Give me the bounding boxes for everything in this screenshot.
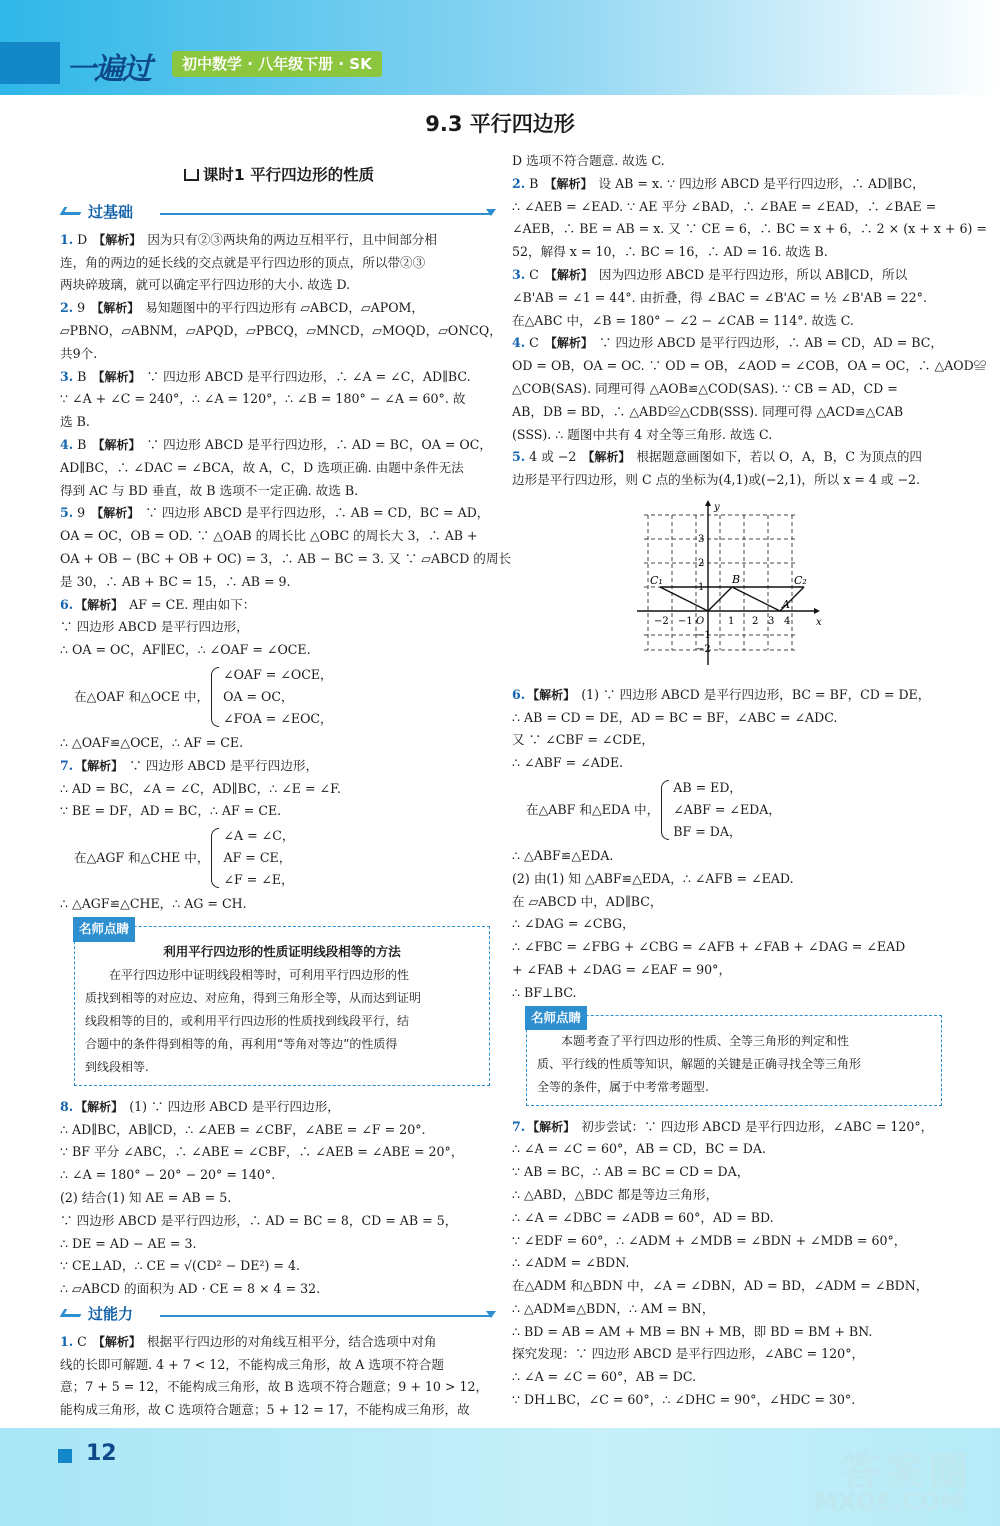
watermark-logo: 答案圈 — [840, 1449, 972, 1495]
check-icon — [60, 207, 85, 215]
left-column — [60, 158, 512, 1422]
ability-question-4: 4. C 【解析】 ∵ 四边形 ABCD 是平行四边形，∴ AB = CD，AD = BC， OD = OB，OA = OC. ∵ OD = OB，∠AOD = ∠COB，OA = OC，∴ △AOD≌ △COB(SAS). 同理可得 △AOB≌△COD(SAS). ∵ CB = AD，CD = AB，DB = BD，∴ △ABD≌△CDB(SSS). 同理可得 △ACD≌△CAB (SSS). ∴ 题图中共有 4 对全等三角形. 故选 C. — [512, 335, 987, 442]
svg-text:2: 2 — [698, 557, 705, 569]
section-basic-header: 过基础 — [60, 201, 498, 227]
brace-system: 在△AGF 和△CHE 中， ∠A = ∠C， AF = CE， ∠F = ∠E， — [74, 828, 295, 888]
brace-system: 在△ABF 和△EDA 中， AB = ED， ∠ABF = ∠EDA， BF = DA， — [526, 779, 781, 839]
question-7: 7. 【解析】 ∵ 四边形 ABCD 是平行四边形， ∴ AD = BC，∠A = ∠C，AD∥BC，∴ ∠E = ∠F. ∵ BE = DF，AD = BC，∴ AF = CE. 在△AGF 和△CHE 中， ∠A = ∠C， AF = CE， ∠F = ∠E， ∴ △AGF≌△CHE，∴ AG = CH. — [60, 755, 498, 916]
point-C1: C₁ — [650, 573, 663, 587]
check-icon — [60, 1309, 85, 1317]
question-5: 5. 9 【解析】 ∵ 四边形 ABCD 是平行四边形，∴ AB = CD，BC = AD， OA = OC，OB = OD. ∵ △OAB 的周长比 △OBC 的周长大 3，∴ AB + OA + OB − (BC + OB + OC) = 3，∴ AB − BC = 3. 又 ∵ ▱ABCD 的周长 是 30，∴ AB + BC = 15，∴ AB = 9. — [60, 505, 512, 589]
chevron-down-icon — [486, 1311, 496, 1318]
teacher-tip-box: 名师点睛 利用平行四边形的性质证明线段相等的方法 在平行四边形中证明线段相等时，可利用平行四边形的性 质找到相等的对应边、对应角，得到三角形全等，从而达到证明 线段相等的目的，或利用平行四边形的性质找到线段平行，结 合题中的条件得到相等的角，再利用“等角对等边”的性质得 到线段相等. — [74, 926, 490, 1086]
subject-badge: 初中数学 · 八年级下册 · SK — [172, 51, 382, 77]
section-title: 9.3 平行四边形 — [425, 112, 575, 136]
svg-text:3: 3 — [698, 533, 705, 545]
question-2: 2. 9 【解析】 易知题图中的平行四边形有 ▱ABCD，▱APOM， ▱PBNO，▱ABNM，▱APQD，▱PBCQ，▱MNCD，▱MOQD，▱ONCQ， 共9个. — [60, 300, 502, 361]
svg-text:−1: −1 — [678, 615, 693, 627]
question-8: 8. 【解析】 (1) ∵ 四边形 ABCD 是平行四边形， ∴ AD∥BC，AB∥CD，∴ ∠AEB = ∠CBF，∠ABE = ∠F = 20°. ∵ BF 平分 ∠ABC，∴ ∠ABE = ∠CBF，∴ ∠AEB = ∠ABE = 20°， ∴ ∠A = 180° − 20° − 20° = 140°. (2) 结合(1) 知 AE = AB = 5. ∵ 四边形 ABCD 是平行四边形，∴ AD = BC = 8，CD = AB = 5， ∴ DE = AD − AE = 3. ∵ CE⊥AD，∴ CE = √(CD² − DE²) = 4. ∴ ▱ABCD 的面积为 AD · CE = 8 × 4 = 32. — [60, 1098, 464, 1297]
svg-text:3: 3 — [768, 615, 775, 627]
svg-text:−2: −2 — [654, 615, 669, 627]
coordinate-graph — [632, 500, 822, 670]
svg-text:4: 4 — [784, 615, 791, 627]
ability-question-1: 1. C 【解析】 根据平行四边形的对角线互相平分，结合选项中对角 线的长即可解题. 4 + 7 < 12，不能构成三角形，故 A 选项不符合题 意；7 + 5 = 12，不能构成三角形，故 B 选项不符合题意；9 + 10 > 12， 能构成三角形，故 C 选项符合题意；5 + 12 = 17，不能构成三角形，故 — [60, 1333, 489, 1418]
book-icon — [184, 169, 199, 181]
svg-text:2: 2 — [752, 615, 759, 627]
ability-question-5: 5. 4 或 −2 【解析】 根据题意画图如下，若以 O，A，B，C 为顶点的四 边形是平行四边形，则 C 点的坐标为(4,1)或(−2,1)，所以 x = 4 或 −2. — [512, 449, 923, 488]
brace-system: 在△OAF 和△OCE 中， ∠OAF = ∠OCE， OA = OC， ∠FOA = ∠EOC， — [74, 666, 333, 726]
ability-question-7: 7. 【解析】 初步尝试：∵ 四边形 ABCD 是平行四边形，∠ABC = 120°， ∴ ∠A = ∠C = 60°，AB = CD，BC = DA. ∵ AB = BC，∴ AB = BC = CD = DA， ∴ △ABD，△BDC 都是等边三角形， ∴ ∠A = ∠DBC = ∠ADB = 60°，AD = BD. ∵ ∠EDF = 60°，∴ ∠ADM + ∠MDB = ∠BDN + ∠MDB = 60°， ∴ ∠ADM = ∠BDN. 在△ADM 和△BDN 中，∠A = ∠DBN，AD = BD，∠ADM = ∠BDN， ∴ △ADM≌△BDN，∴ AM = BN， ∴ BD = AB = AM + MB = BN + MB，即 BD = BM + BN. 探究发现：∵ 四边形 ABCD 是平行四边形，∠ABC = 120°， ∴ ∠A = ∠C = 60°，AB = DC. ∵ DH⊥BC，∠C = 60°，∴ ∠DHC = 90°，∠HDC = 30°. — [512, 1118, 934, 1408]
page-number: 12 — [86, 1441, 117, 1466]
brand-logo: 一遍过 — [66, 52, 150, 87]
point-C2: C₂ — [794, 573, 807, 587]
svg-text:1: 1 — [698, 581, 705, 593]
watermark-url: MXQE.COM — [813, 1488, 964, 1516]
x-axis-label: x — [816, 616, 822, 628]
svg-text:−2: −2 — [696, 643, 711, 655]
page-marker — [58, 1449, 72, 1463]
question-3: 3. B 【解析】 ∵ 四边形 ABCD 是平行四边形，∴ ∠A = ∠C，AD∥BC. ∵ ∠A + ∠C = 240°，∴ ∠A = 120°，∴ ∠B = 180° − ∠A = 60°. 故 选 B. — [60, 368, 471, 430]
question-1: 1. D 【解析】 因为只有②③两块角的两边互相平行，且中间部分相 连，角的两边的延长线的交点就是平行四边形的顶点，所以带②③ 两块碎玻璃，就可以确定平行四边形的大小. 故选 D. — [60, 231, 437, 293]
y-axis-label: y — [714, 501, 720, 513]
ability-question-2: 2. B 【解析】 设 AB = x. ∵ 四边形 ABCD 是平行四边形，∴ AD∥BC， ∴ ∠AEB = ∠EAD. ∵ AE 平分 ∠BAD，∴ ∠BAE = ∠EAD，∴ ∠BAE = ∠AEB，∴ BE = AB = x. 又 ∵ CE = 6，∴ BC = x + 6，∴ 2 × (x + x + 6) = 52，解得 x = 10，∴ BC = 16，∴ AD = 16. 故选 B. — [512, 175, 987, 260]
ability-question-6: 6. 【解析】 (1) ∵ 四边形 ABCD 是平行四边形，BC = BF，CD = DE， ∴ AB = CD = DE，AD = BC = BF，∠ABC = ∠ADC. 又 ∵ ∠CBF = ∠CDE， ∴ ∠ABF = ∠ADE. 在△ABF 和△EDA 中， AB = ED， ∠ABF = ∠EDA， BF = DA， ∴ △ABF≌△EDA. (2) 由(1) 知 △ABF≌△EDA，∴ ∠AFB = ∠EAD. 在 ▱ABCD 中，AD∥BC， ∴ ∠DAG = ∠CBG， ∴ ∠FBC = ∠FBG + ∠CBG = ∠AFB + ∠FAB + ∠DAG = ∠EAD + ∠FAB + ∠DAG = ∠EAF = 90°， ∴ BF⊥BC. — [512, 684, 950, 1005]
right-column — [512, 150, 987, 1412]
question-6: 6. 【解析】 AF = CE. 理由如下： ∵ 四边形 ABCD 是平行四边形， ∴ OA = OC，AF∥EC，∴ ∠OAF = ∠OCE. 在△OAF 和△OCE 中， ∠OAF = ∠OCE， OA = OC， ∠FOA = ∠EOC， ∴ △OAF≌△OCE，∴ AF = CE. — [60, 594, 498, 755]
svg-text:1: 1 — [728, 615, 735, 627]
point-B: B — [732, 572, 741, 586]
header-color-block — [0, 42, 60, 84]
continued-text: D 选项不符合题意. 故选 C. — [512, 153, 665, 168]
chevron-down-icon — [486, 209, 496, 216]
origin-label: O — [696, 615, 705, 627]
header-strip — [0, 0, 1000, 95]
section-ability-header: 过能力 — [60, 1303, 498, 1329]
ability-question-3: 3. C 【解析】 因为四边形 ABCD 是平行四边形，所以 AB∥CD，所以 ∠B'AB = ∠1 = 44°. 由折叠，得 ∠BAC = ∠B'AC = ½ ∠B'AB = 22°. 在△ABC 中，∠B = 180° − ∠2 − ∠CAB = 114°. 故选 C. — [512, 266, 927, 328]
lesson-title: 课时1 平行四边形的性质 — [60, 164, 498, 187]
point-A: A — [782, 597, 790, 611]
question-4: 4. B 【解析】 ∵ 四边形 ABCD 是平行四边形，∴ AD = BC，OA = OC， AD∥BC，∴ ∠DAC = ∠BCA，故 A，C，D 选项正确. 由题中条件无法 得到 AC 与 BD 垂直，故 B 选项不一定正确. 故选 B. — [60, 436, 492, 498]
teacher-tip-box: 名师点睛 本题考查了平行四边形的性质、全等三角形的判定和性 质、平行线的性质等知识，解题的关键是正确寻找全等三角形 全等的条件，属于中考常考题型. — [526, 1015, 942, 1106]
svg-text:−1: −1 — [696, 629, 711, 641]
